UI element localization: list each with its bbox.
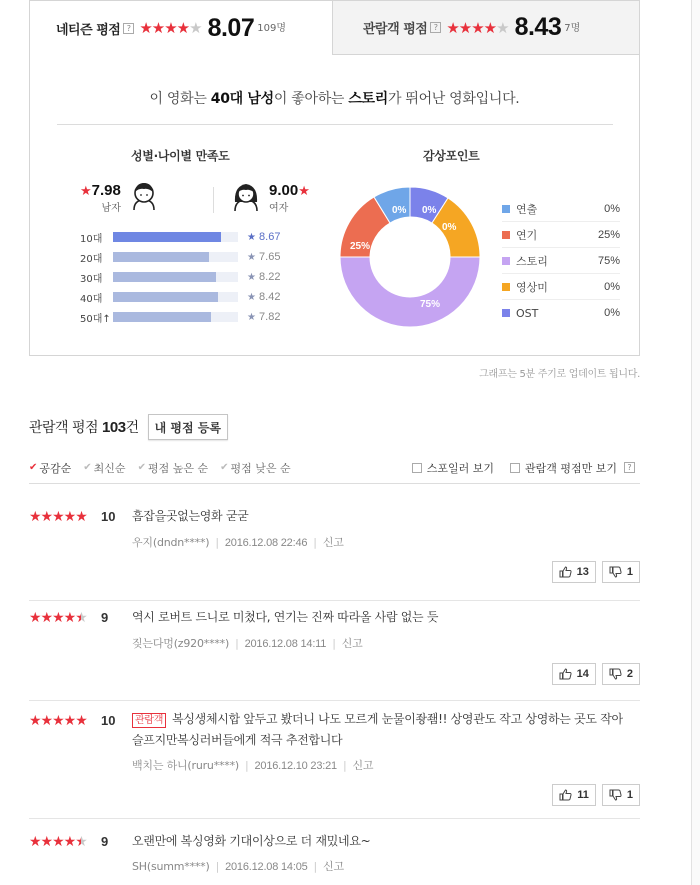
review-item bbox=[29, 509, 640, 601]
netizen-count: 109명 bbox=[257, 23, 286, 34]
audience-badge: 관람객 bbox=[132, 713, 166, 728]
summary-text: 이 영화는 bbox=[149, 91, 211, 107]
legend-item bbox=[502, 248, 620, 274]
female-score: 9.00 bbox=[269, 182, 299, 199]
spoiler-toggle[interactable]: 스포일러 보기 bbox=[412, 460, 494, 476]
legend-value: 0% bbox=[604, 202, 620, 215]
age-row-20 bbox=[80, 250, 280, 264]
thumbs-down-icon bbox=[609, 668, 622, 680]
legend-value: 75% bbox=[597, 254, 620, 267]
legend-name: OST bbox=[516, 306, 539, 320]
report-link[interactable]: 신고 bbox=[323, 860, 344, 873]
legend-name: 연기 bbox=[516, 228, 538, 242]
male-block bbox=[80, 180, 160, 214]
star-rating-icon: ★★★★★ bbox=[139, 19, 202, 37]
review-stars-icon: ★★★★★ bbox=[29, 834, 87, 850]
review-score: 9 bbox=[101, 610, 109, 625]
help-icon[interactable]: ? bbox=[430, 22, 441, 33]
female-block bbox=[230, 180, 310, 214]
review-author: SH(summ****) bbox=[132, 860, 210, 873]
check-icon: ✔ bbox=[83, 462, 92, 473]
check-icon: ✔ bbox=[220, 462, 229, 473]
tab-netizen-label: 네티즌 평점 bbox=[56, 22, 121, 38]
legend-name: 연출 bbox=[516, 202, 538, 216]
legend-swatch bbox=[502, 283, 510, 291]
legend-item bbox=[502, 196, 620, 222]
review-text: 오랜만에 복싱영화 기대이상으로 더 재밌네요~ bbox=[132, 834, 371, 848]
thumbs-up-icon bbox=[559, 789, 572, 801]
legend-swatch bbox=[502, 257, 510, 265]
points-title: 감상포인트 bbox=[423, 149, 480, 163]
review-buttons bbox=[546, 784, 640, 806]
age-bar bbox=[113, 252, 238, 262]
age-row-40 bbox=[80, 290, 280, 304]
help-icon[interactable]: ? bbox=[624, 462, 635, 473]
slice-label: 75% bbox=[420, 299, 441, 310]
help-icon[interactable]: ? bbox=[123, 23, 134, 34]
review-buttons bbox=[546, 663, 640, 685]
age-label: 50대↑ bbox=[80, 313, 111, 325]
reviews-title: 관람객 평점 103건 bbox=[29, 419, 139, 436]
points-legend bbox=[502, 196, 620, 326]
legend-swatch bbox=[502, 205, 510, 213]
summary-point: 스토리 bbox=[348, 91, 388, 107]
age-bar bbox=[113, 272, 238, 282]
review-score: 10 bbox=[101, 713, 116, 728]
male-label: 남자 bbox=[101, 203, 121, 214]
slice-label: 25% bbox=[350, 241, 371, 252]
thumbs-up-icon bbox=[559, 668, 572, 680]
tab-netizen-rating[interactable] bbox=[30, 1, 332, 55]
like-button[interactable]: 13 bbox=[552, 561, 596, 583]
rating-summary bbox=[30, 88, 639, 108]
dislike-button[interactable]: 1 bbox=[602, 561, 640, 583]
legend-item bbox=[502, 274, 620, 300]
age-score: ★ 7.65 bbox=[247, 251, 281, 263]
thumbs-down-icon bbox=[609, 789, 622, 801]
male-avatar-icon bbox=[128, 180, 160, 214]
legend-item bbox=[502, 300, 620, 326]
register-rating-button[interactable]: 내 평점 등록 bbox=[148, 414, 228, 440]
star-icon: ★ bbox=[298, 184, 310, 199]
netizen-score: 8.07 bbox=[207, 13, 255, 42]
star-rating-icon: ★★★★★ bbox=[446, 18, 509, 37]
review-score: 10 bbox=[101, 509, 116, 524]
review-date: 2016.12.10 23:21 bbox=[254, 760, 337, 772]
report-link[interactable]: 신고 bbox=[352, 759, 374, 772]
legend-value: 0% bbox=[604, 307, 620, 319]
age-score: ★ 8.67 bbox=[247, 231, 281, 243]
review-stars-icon: ★★★★★ bbox=[29, 610, 87, 626]
age-label: 20대 bbox=[80, 253, 103, 265]
review-author: 백치는 하니(ruru****) bbox=[132, 759, 239, 772]
age-label: 10대 bbox=[80, 233, 103, 245]
age-row-50 bbox=[80, 310, 280, 324]
review-author: 짖는다멍(z920****) bbox=[132, 637, 230, 650]
rating-box bbox=[29, 0, 640, 356]
slice-label: 0% bbox=[442, 222, 457, 233]
female-label: 여자 bbox=[269, 203, 289, 214]
legend-swatch bbox=[502, 231, 510, 239]
rating-tabs bbox=[30, 0, 639, 55]
review-date: 2016.12.08 22:46 bbox=[224, 537, 308, 549]
thumbs-up-icon bbox=[559, 566, 572, 578]
review-item bbox=[29, 834, 640, 885]
sort-high[interactable]: ✔ 평점 높은 순 bbox=[137, 461, 209, 475]
age-label: 30대 bbox=[80, 273, 103, 285]
age-score: ★ 7.82 bbox=[247, 311, 281, 323]
review-buttons bbox=[546, 561, 640, 583]
review-stars-icon: ★★★★★ bbox=[29, 509, 87, 525]
legend-item bbox=[502, 222, 620, 248]
male-score: 7.98 bbox=[91, 182, 121, 199]
age-score: ★ 8.42 bbox=[247, 291, 281, 303]
review-text: 역시 로버트 드니로 미쳤다, 연기는 진짜 따라올 사람 없는 듯 bbox=[132, 610, 439, 624]
dislike-button[interactable]: 2 bbox=[602, 663, 640, 685]
review-meta: 백치는 하니(ruru****) | 2016.12.10 23:21 | 신고 bbox=[132, 759, 374, 772]
satisfaction-title: 성별·나이별 만족도 bbox=[131, 149, 230, 163]
summary-text: 이 좋아하는 bbox=[273, 91, 349, 107]
update-note: 그래프는 5분 주기로 업데이트 됩니다. bbox=[479, 369, 640, 380]
star-icon: ★ bbox=[80, 184, 92, 199]
legend-name: 영상미 bbox=[516, 280, 548, 294]
audience-count: 7명 bbox=[564, 23, 581, 34]
thumbs-down-icon bbox=[609, 566, 622, 578]
sort-low[interactable]: ✔ 평점 낮은 순 bbox=[220, 461, 291, 475]
like-button[interactable]: 11 bbox=[552, 784, 596, 806]
age-score: ★ 8.22 bbox=[247, 271, 281, 283]
slice-story bbox=[340, 257, 480, 327]
age-row-30 bbox=[80, 270, 280, 284]
age-row-10 bbox=[80, 230, 280, 244]
review-item bbox=[29, 610, 640, 701]
review-meta: 우지(dndn****) | 2016.12.08 22:46 | 신고 bbox=[132, 536, 344, 549]
audience-only-toggle[interactable]: 관람객 평점만 보기 ? bbox=[510, 460, 640, 476]
review-text: 흠잡을곳없는영화 굳굳 bbox=[132, 509, 249, 523]
legend-swatch bbox=[502, 309, 510, 317]
dislike-button[interactable]: 1 bbox=[602, 784, 640, 806]
sort-bar bbox=[29, 452, 640, 484]
legend-value: 25% bbox=[597, 228, 620, 241]
review-date: 2016.12.08 14:11 bbox=[244, 638, 327, 650]
like-button[interactable]: 14 bbox=[552, 663, 596, 685]
age-bar bbox=[113, 312, 238, 322]
legend-name: 스토리 bbox=[516, 254, 548, 268]
review-meta: 짖는다멍(z920****) | 2016.12.08 14:11 | 신고 bbox=[132, 637, 363, 650]
report-link[interactable]: 신고 bbox=[322, 536, 344, 549]
review-author: 우지(dndn****) bbox=[132, 536, 210, 549]
summary-text: 가 뛰어난 영화입니다. bbox=[387, 91, 520, 107]
review-score: 9 bbox=[101, 834, 109, 849]
check-icon: ✔ bbox=[137, 462, 146, 473]
age-bar bbox=[113, 232, 238, 242]
check-icon: ✔ bbox=[29, 462, 38, 473]
slice-label: 0% bbox=[392, 205, 407, 216]
audience-score: 8.43 bbox=[514, 13, 562, 41]
review-stars-icon: ★★★★★ bbox=[29, 713, 87, 729]
checkbox[interactable] bbox=[412, 463, 422, 473]
review-date: 2016.12.08 14:05 bbox=[225, 861, 308, 873]
reviews-header bbox=[29, 414, 228, 440]
review-text: 관람객 복싱생체시합 앞두고 봤더니 나도 모르게 눈물이좡좸!! 상영관도 작고 상영하는 곳도 작아 슬프지만복싱러버들에게 적극 추전합니다 bbox=[132, 712, 623, 747]
age-bar bbox=[113, 292, 238, 302]
female-avatar-icon bbox=[230, 180, 262, 214]
checkbox[interactable] bbox=[510, 463, 520, 473]
review-meta: SH(summ****) | 2016.12.08 14:05 | 신고 bbox=[132, 860, 344, 873]
scrollbar[interactable] bbox=[691, 0, 700, 885]
report-link[interactable]: 신고 bbox=[341, 637, 363, 650]
tab-audience-label: 관람객 평점 bbox=[363, 22, 428, 37]
legend-value: 0% bbox=[604, 280, 620, 293]
sort-sympathy[interactable]: ✔ 공감순 bbox=[29, 461, 72, 475]
divider bbox=[57, 124, 613, 125]
summary-age: 40대 남성 bbox=[210, 91, 274, 107]
review-item bbox=[29, 713, 640, 819]
tab-audience-rating[interactable] bbox=[332, 1, 639, 55]
sort-latest[interactable]: ✔ 최신순 bbox=[83, 461, 126, 475]
age-label: 40대 bbox=[80, 293, 103, 305]
gender-divider bbox=[213, 187, 214, 213]
points-donut-chart bbox=[336, 183, 484, 331]
slice-label: 0% bbox=[422, 205, 437, 216]
